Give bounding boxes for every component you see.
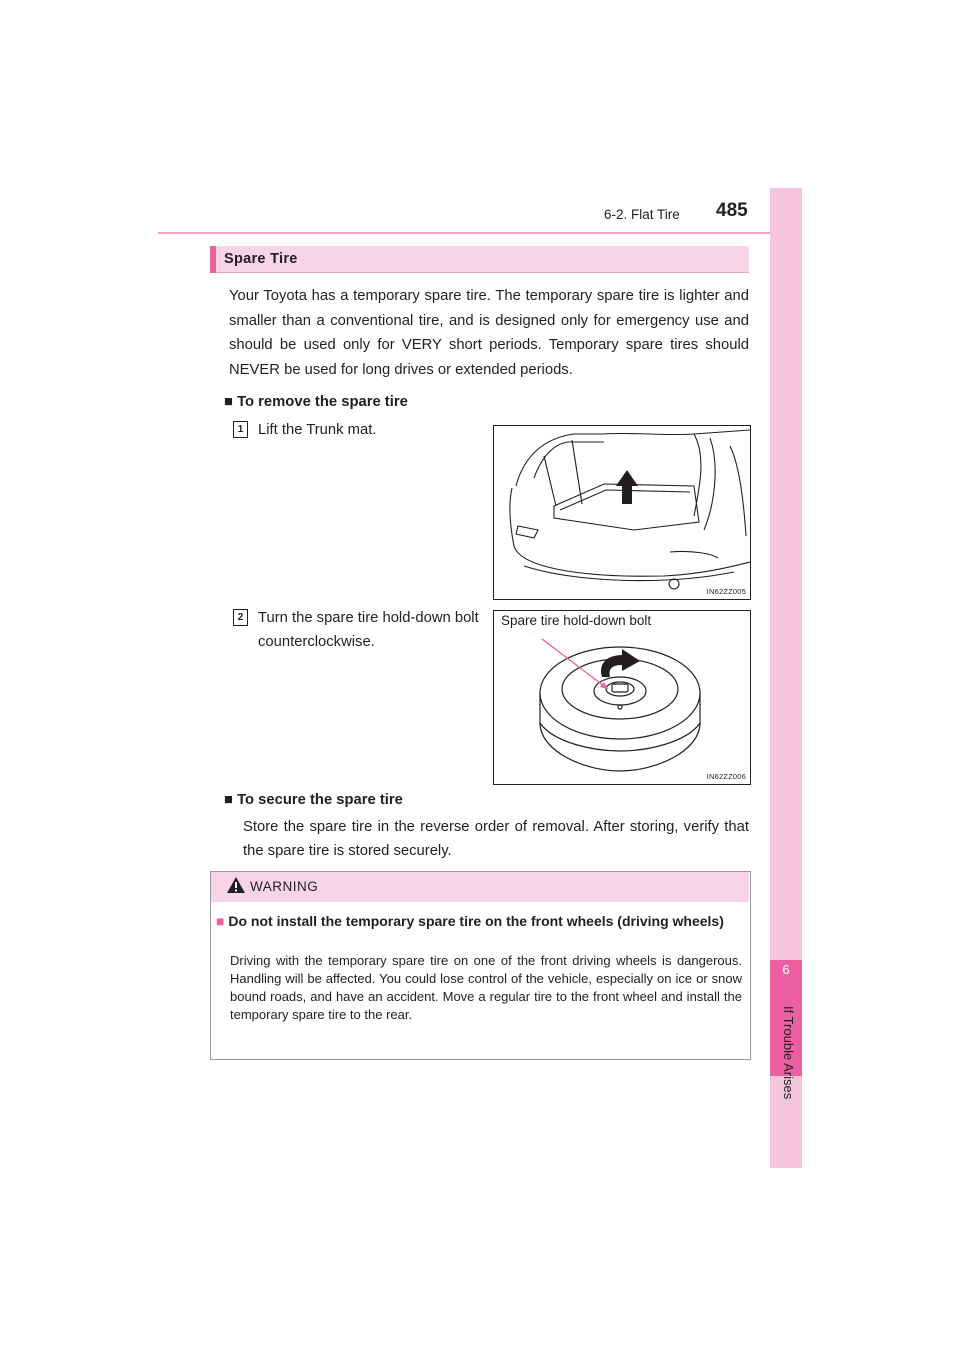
warning-body: Driving with the temporary spare tire on one of the front driving wheels is dangerous. Handling will be affected. You could lose control of the vehicle, especially on ice or snow bound roads, and have an accident. Move a regular tire to the front wheel and install the temporary spare tire to the rear. (230, 953, 742, 1022)
trunk-mat-figure (493, 425, 751, 600)
spare-tire-figure (493, 610, 751, 785)
header-section: 6-2. Flat Tire (604, 207, 680, 222)
trunk-mat-illustration (494, 426, 750, 599)
step-number-2: 2 (233, 609, 248, 626)
secure-text: Store the spare tire in the reverse order of removal. After storing, verify that the spare tire is stored securely. (243, 819, 749, 859)
chapter-title: If Trouble Arises (781, 1006, 796, 1100)
figure-1-code: IN62ZZ005 (706, 587, 746, 596)
warning-triangle-icon (226, 876, 246, 894)
square-bullet-icon: ■ (216, 913, 229, 929)
section-heading-accent (210, 246, 216, 273)
step-2-text: Turn the spare tire hold-down bolt counterclockwise. (258, 610, 479, 650)
warning-label: WARNING (250, 879, 319, 894)
step-number-1: 1 (233, 421, 248, 438)
square-bullet-icon: ■ (224, 394, 238, 410)
secure-heading-text: To secure the spare tire (237, 792, 403, 808)
intro-paragraph: Your Toyota has a temporary spare tire. The temporary spare tire is lighter and smaller than a conventional tire, and is designed only for emergency use and should be used only for VERY short periods. Temporary spare tires should NEVER be used for long drives or extended periods. (229, 288, 749, 378)
remove-heading-text: To remove the spare tire (237, 394, 408, 410)
remove-heading (224, 394, 408, 410)
secure-heading (224, 792, 403, 808)
step-1-text: Lift the Trunk mat. (258, 422, 377, 438)
chapter-number: 6 (782, 962, 790, 977)
header-rule (158, 232, 800, 234)
spare-tire-illustration (494, 611, 750, 784)
hold-down-bolt-callout: Spare tire hold-down bolt (501, 613, 652, 628)
square-bullet-icon: ■ (224, 792, 238, 808)
figure-2-code: IN62ZZ006 (706, 772, 746, 781)
warning-title-text: Do not install the temporary spare tire on the front wheels (driving wheels) (228, 913, 724, 929)
page-number: 485 (716, 200, 748, 221)
warning-title (216, 912, 743, 931)
section-title: Spare Tire (224, 251, 298, 267)
